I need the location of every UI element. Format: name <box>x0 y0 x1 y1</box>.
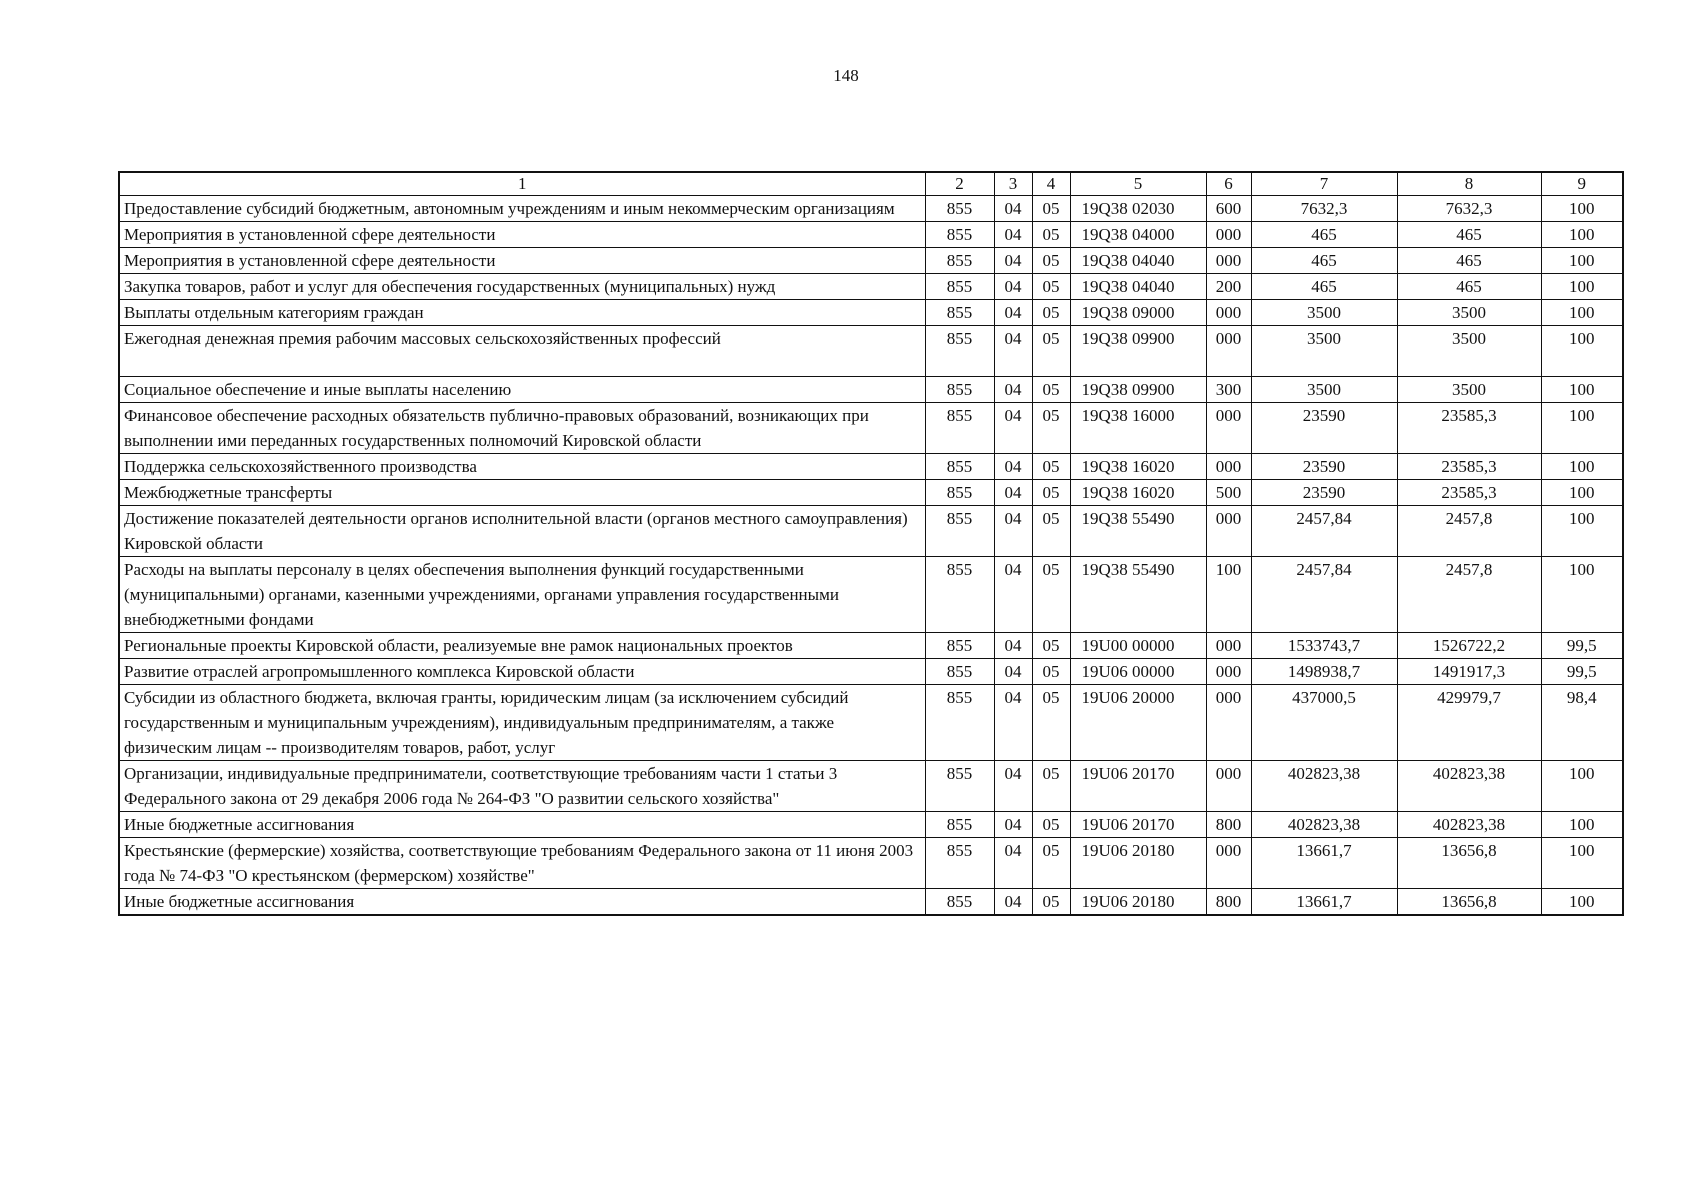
expense-type-cell: 000 <box>1206 659 1251 685</box>
subsection-code-cell: 05 <box>1032 659 1070 685</box>
expense-type-cell: 100 <box>1206 557 1251 633</box>
column-header: 2 <box>925 172 994 196</box>
section-code-cell: 04 <box>994 196 1032 222</box>
planned-amount-cell: 465 <box>1251 222 1397 248</box>
section-code-cell: 04 <box>994 248 1032 274</box>
executed-amount-cell: 1526722,2 <box>1397 633 1541 659</box>
executed-amount-cell: 3500 <box>1397 326 1541 377</box>
section-code-cell: 04 <box>994 454 1032 480</box>
expense-type-cell: 000 <box>1206 222 1251 248</box>
row-name-cell: Финансовое обеспечение расходных обязательств публично-правовых образований, возникающих при выполнении ими переданных государственных полномочий Кировской области <box>119 403 925 454</box>
planned-amount-cell: 3500 <box>1251 300 1397 326</box>
budget-execution-table <box>118 171 1624 916</box>
row-name-cell: Развитие отраслей агропромышленного комплекса Кировской области <box>119 659 925 685</box>
planned-amount-cell: 1498938,7 <box>1251 659 1397 685</box>
table-row <box>119 454 1623 480</box>
execution-percent-cell: 100 <box>1541 326 1623 377</box>
expense-type-cell: 600 <box>1206 196 1251 222</box>
row-name-cell: Ежегодная денежная премия рабочим массовых сельскохозяйственных профессий <box>119 326 925 377</box>
section-code-cell: 04 <box>994 274 1032 300</box>
row-name-cell: Крестьянские (фермерские) хозяйства, соответствующие требованиям Федерального закона от 11 июня 2003 года № 74-ФЗ "О крестьянском (фермерском) хозяйстве" <box>119 838 925 889</box>
section-code-cell: 04 <box>994 685 1032 761</box>
section-code-cell: 04 <box>994 480 1032 506</box>
expense-type-cell: 000 <box>1206 454 1251 480</box>
row-name-cell: Иные бюджетные ассигнования <box>119 812 925 838</box>
table-row <box>119 300 1623 326</box>
table-row <box>119 403 1623 454</box>
table-row <box>119 889 1623 916</box>
execution-percent-cell: 100 <box>1541 557 1623 633</box>
executed-amount-cell: 429979,7 <box>1397 685 1541 761</box>
grbs-code-cell: 855 <box>925 889 994 916</box>
expense-type-cell: 800 <box>1206 889 1251 916</box>
table-row <box>119 248 1623 274</box>
table-row <box>119 838 1623 889</box>
target-article-cell: 19Q38 04040 <box>1070 248 1206 274</box>
subsection-code-cell: 05 <box>1032 480 1070 506</box>
execution-percent-cell: 100 <box>1541 838 1623 889</box>
section-code-cell: 04 <box>994 222 1032 248</box>
planned-amount-cell: 1533743,7 <box>1251 633 1397 659</box>
execution-percent-cell: 100 <box>1541 300 1623 326</box>
subsection-code-cell: 05 <box>1032 196 1070 222</box>
row-name-cell: Мероприятия в установленной сфере деятельности <box>119 248 925 274</box>
subsection-code-cell: 05 <box>1032 557 1070 633</box>
subsection-code-cell: 05 <box>1032 812 1070 838</box>
execution-percent-cell: 100 <box>1541 812 1623 838</box>
table-row <box>119 659 1623 685</box>
expense-type-cell: 000 <box>1206 838 1251 889</box>
subsection-code-cell: 05 <box>1032 377 1070 403</box>
section-code-cell: 04 <box>994 812 1032 838</box>
table-row <box>119 761 1623 812</box>
execution-percent-cell: 100 <box>1541 889 1623 916</box>
executed-amount-cell: 13656,8 <box>1397 889 1541 916</box>
grbs-code-cell: 855 <box>925 300 994 326</box>
section-code-cell: 04 <box>994 557 1032 633</box>
planned-amount-cell: 465 <box>1251 248 1397 274</box>
expense-type-cell: 000 <box>1206 761 1251 812</box>
table-row <box>119 685 1623 761</box>
target-article-cell: 19U06 20180 <box>1070 889 1206 916</box>
subsection-code-cell: 05 <box>1032 838 1070 889</box>
row-name-cell: Региональные проекты Кировской области, реализуемые вне рамок национальных проектов <box>119 633 925 659</box>
expense-type-cell: 000 <box>1206 326 1251 377</box>
subsection-code-cell: 05 <box>1032 454 1070 480</box>
table-row <box>119 480 1623 506</box>
section-code-cell: 04 <box>994 403 1032 454</box>
row-name-cell: Субсидии из областного бюджета, включая гранты, юридическим лицам (за исключением субсидий государственным и муниципальным учреждениям), индивидуальным предпринимателям, а также физическим лицам -- производителям товаров, работ, услуг <box>119 685 925 761</box>
execution-percent-cell: 100 <box>1541 761 1623 812</box>
column-header: 4 <box>1032 172 1070 196</box>
execution-percent-cell: 100 <box>1541 248 1623 274</box>
executed-amount-cell: 2457,8 <box>1397 506 1541 557</box>
target-article-cell: 19Q38 16020 <box>1070 480 1206 506</box>
subsection-code-cell: 05 <box>1032 248 1070 274</box>
execution-percent-cell: 100 <box>1541 274 1623 300</box>
executed-amount-cell: 23585,3 <box>1397 480 1541 506</box>
table-row <box>119 557 1623 633</box>
subsection-code-cell: 05 <box>1032 274 1070 300</box>
grbs-code-cell: 855 <box>925 454 994 480</box>
executed-amount-cell: 2457,8 <box>1397 557 1541 633</box>
row-name-cell: Мероприятия в установленной сфере деятельности <box>119 222 925 248</box>
row-name-cell: Расходы на выплаты персоналу в целях обеспечения выполнения функций государственными (муниципальными) органами, казенными учреждениями, органами управления государственными внебюджетными фондами <box>119 557 925 633</box>
target-article-cell: 19U00 00000 <box>1070 633 1206 659</box>
execution-percent-cell: 100 <box>1541 480 1623 506</box>
section-code-cell: 04 <box>994 889 1032 916</box>
expense-type-cell: 000 <box>1206 685 1251 761</box>
executed-amount-cell: 1491917,3 <box>1397 659 1541 685</box>
planned-amount-cell: 13661,7 <box>1251 889 1397 916</box>
grbs-code-cell: 855 <box>925 274 994 300</box>
section-code-cell: 04 <box>994 377 1032 403</box>
planned-amount-cell: 3500 <box>1251 326 1397 377</box>
target-article-cell: 19Q38 09900 <box>1070 377 1206 403</box>
section-code-cell: 04 <box>994 326 1032 377</box>
target-article-cell: 19U06 20180 <box>1070 838 1206 889</box>
grbs-code-cell: 855 <box>925 377 994 403</box>
execution-percent-cell: 100 <box>1541 403 1623 454</box>
execution-percent-cell: 100 <box>1541 377 1623 403</box>
executed-amount-cell: 3500 <box>1397 300 1541 326</box>
target-article-cell: 19Q38 09900 <box>1070 326 1206 377</box>
execution-percent-cell: 100 <box>1541 222 1623 248</box>
subsection-code-cell: 05 <box>1032 761 1070 812</box>
planned-amount-cell: 402823,38 <box>1251 812 1397 838</box>
executed-amount-cell: 23585,3 <box>1397 403 1541 454</box>
grbs-code-cell: 855 <box>925 812 994 838</box>
row-name-cell: Поддержка сельскохозяйственного производства <box>119 454 925 480</box>
table-body <box>119 196 1623 916</box>
grbs-code-cell: 855 <box>925 480 994 506</box>
expense-type-cell: 000 <box>1206 300 1251 326</box>
executed-amount-cell: 465 <box>1397 274 1541 300</box>
subsection-code-cell: 05 <box>1032 222 1070 248</box>
section-code-cell: 04 <box>994 300 1032 326</box>
section-code-cell: 04 <box>994 761 1032 812</box>
planned-amount-cell: 402823,38 <box>1251 761 1397 812</box>
page-number: 148 <box>833 66 859 85</box>
expense-type-cell: 000 <box>1206 506 1251 557</box>
table-row <box>119 222 1623 248</box>
planned-amount-cell: 23590 <box>1251 480 1397 506</box>
execution-percent-cell: 99,5 <box>1541 633 1623 659</box>
grbs-code-cell: 855 <box>925 557 994 633</box>
row-name-cell: Межбюджетные трансферты <box>119 480 925 506</box>
table-row <box>119 812 1623 838</box>
grbs-code-cell: 855 <box>925 403 994 454</box>
subsection-code-cell: 05 <box>1032 403 1070 454</box>
table-row <box>119 633 1623 659</box>
column-header: 5 <box>1070 172 1206 196</box>
subsection-code-cell: 05 <box>1032 506 1070 557</box>
executed-amount-cell: 402823,38 <box>1397 812 1541 838</box>
subsection-code-cell: 05 <box>1032 685 1070 761</box>
expense-type-cell: 500 <box>1206 480 1251 506</box>
grbs-code-cell: 855 <box>925 838 994 889</box>
executed-amount-cell: 13656,8 <box>1397 838 1541 889</box>
row-name-cell: Социальное обеспечение и иные выплаты населению <box>119 377 925 403</box>
table-header-row <box>119 172 1623 196</box>
target-article-cell: 19Q38 55490 <box>1070 557 1206 633</box>
target-article-cell: 19U06 20170 <box>1070 761 1206 812</box>
executed-amount-cell: 23585,3 <box>1397 454 1541 480</box>
grbs-code-cell: 855 <box>925 222 994 248</box>
expense-type-cell: 000 <box>1206 248 1251 274</box>
target-article-cell: 19Q38 55490 <box>1070 506 1206 557</box>
executed-amount-cell: 465 <box>1397 222 1541 248</box>
section-code-cell: 04 <box>994 838 1032 889</box>
target-article-cell: 19Q38 16020 <box>1070 454 1206 480</box>
section-code-cell: 04 <box>994 506 1032 557</box>
planned-amount-cell: 2457,84 <box>1251 557 1397 633</box>
expense-type-cell: 000 <box>1206 403 1251 454</box>
grbs-code-cell: 855 <box>925 248 994 274</box>
planned-amount-cell: 2457,84 <box>1251 506 1397 557</box>
column-header: 8 <box>1397 172 1541 196</box>
subsection-code-cell: 05 <box>1032 633 1070 659</box>
column-header: 3 <box>994 172 1032 196</box>
table-row <box>119 506 1623 557</box>
target-article-cell: 19Q38 04040 <box>1070 274 1206 300</box>
row-name-cell: Иные бюджетные ассигнования <box>119 889 925 916</box>
planned-amount-cell: 13661,7 <box>1251 838 1397 889</box>
section-code-cell: 04 <box>994 633 1032 659</box>
subsection-code-cell: 05 <box>1032 300 1070 326</box>
target-article-cell: 19Q38 02030 <box>1070 196 1206 222</box>
planned-amount-cell: 23590 <box>1251 403 1397 454</box>
row-name-cell: Закупка товаров, работ и услуг для обеспечения государственных (муниципальных) нужд <box>119 274 925 300</box>
execution-percent-cell: 100 <box>1541 506 1623 557</box>
target-article-cell: 19Q38 09000 <box>1070 300 1206 326</box>
column-header: 1 <box>119 172 925 196</box>
column-header: 9 <box>1541 172 1623 196</box>
table-row <box>119 196 1623 222</box>
grbs-code-cell: 855 <box>925 685 994 761</box>
grbs-code-cell: 855 <box>925 326 994 377</box>
executed-amount-cell: 402823,38 <box>1397 761 1541 812</box>
expense-type-cell: 300 <box>1206 377 1251 403</box>
planned-amount-cell: 437000,5 <box>1251 685 1397 761</box>
planned-amount-cell: 23590 <box>1251 454 1397 480</box>
expense-type-cell: 200 <box>1206 274 1251 300</box>
table-row <box>119 377 1623 403</box>
expense-type-cell: 800 <box>1206 812 1251 838</box>
row-name-cell: Организации, индивидуальные предприниматели, соответствующие требованиям части 1 статьи 3 Федерального закона от 29 декабря 2006 года № 264-ФЗ "О развитии сельского хозяйства" <box>119 761 925 812</box>
executed-amount-cell: 465 <box>1397 248 1541 274</box>
grbs-code-cell: 855 <box>925 659 994 685</box>
table-row <box>119 326 1623 377</box>
execution-percent-cell: 99,5 <box>1541 659 1623 685</box>
planned-amount-cell: 7632,3 <box>1251 196 1397 222</box>
column-header: 6 <box>1206 172 1251 196</box>
planned-amount-cell: 3500 <box>1251 377 1397 403</box>
target-article-cell: 19U06 20170 <box>1070 812 1206 838</box>
row-name-cell: Предоставление субсидий бюджетным, автономным учреждениям и иным некоммерческим организациям <box>119 196 925 222</box>
target-article-cell: 19Q38 16000 <box>1070 403 1206 454</box>
target-article-cell: 19Q38 04000 <box>1070 222 1206 248</box>
expense-type-cell: 000 <box>1206 633 1251 659</box>
column-header: 7 <box>1251 172 1397 196</box>
subsection-code-cell: 05 <box>1032 889 1070 916</box>
planned-amount-cell: 465 <box>1251 274 1397 300</box>
executed-amount-cell: 7632,3 <box>1397 196 1541 222</box>
executed-amount-cell: 3500 <box>1397 377 1541 403</box>
grbs-code-cell: 855 <box>925 506 994 557</box>
row-name-cell: Выплаты отдельным категориям граждан <box>119 300 925 326</box>
grbs-code-cell: 855 <box>925 196 994 222</box>
subsection-code-cell: 05 <box>1032 326 1070 377</box>
execution-percent-cell: 100 <box>1541 454 1623 480</box>
grbs-code-cell: 855 <box>925 761 994 812</box>
target-article-cell: 19U06 00000 <box>1070 659 1206 685</box>
section-code-cell: 04 <box>994 659 1032 685</box>
target-article-cell: 19U06 20000 <box>1070 685 1206 761</box>
execution-percent-cell: 98,4 <box>1541 685 1623 761</box>
row-name-cell: Достижение показателей деятельности органов исполнительной власти (органов местного самоуправления) Кировской области <box>119 506 925 557</box>
table-row <box>119 274 1623 300</box>
execution-percent-cell: 100 <box>1541 196 1623 222</box>
grbs-code-cell: 855 <box>925 633 994 659</box>
